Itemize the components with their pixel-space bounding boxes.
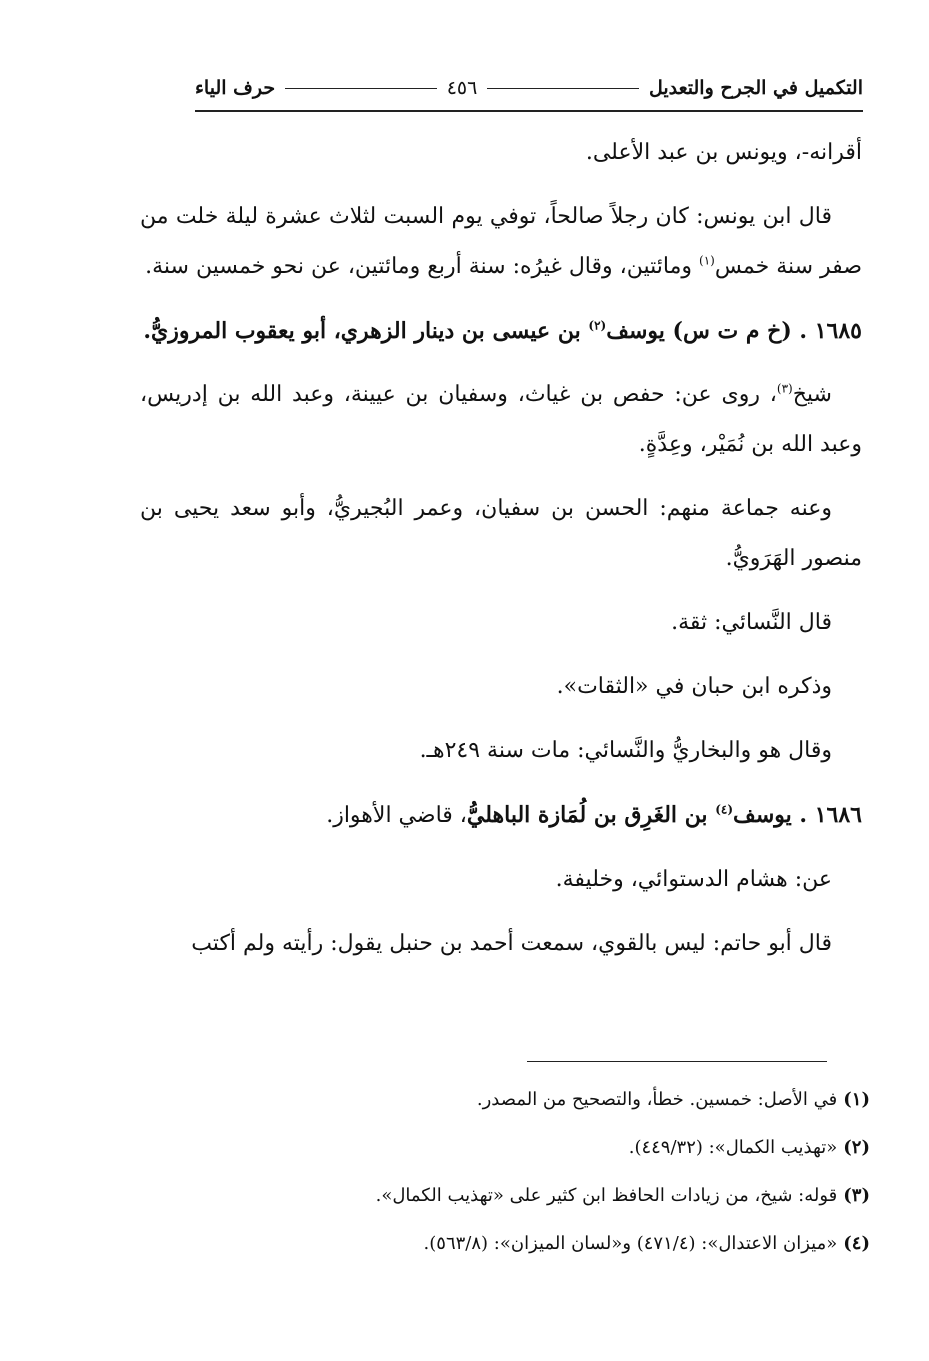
footnote-separator (527, 1061, 827, 1062)
footnotes (300, 1076, 870, 1268)
footnote-number: (٣) (843, 1185, 870, 1206)
paragraph: قال ابن يونس: كان رجلاً صالحاً، توفي يوم السبت لثلاث عشرة ليلة خلت من صفر سنة خمس$^{(١)}$ ومائتين، وقال غيرُه: سنة أربع ومائتين، عن نحو خمسين سنة. (140, 204, 862, 279)
running-header (195, 70, 863, 112)
footnote-marker: (١) (699, 253, 715, 268)
footnote-marker: (٤) (715, 802, 734, 817)
footnote-text: «ميزان الاعتدال»: (٤٧١/٤) و«لسان الميزان»: (٥٦٣/٨). (423, 1233, 838, 1254)
biography-entry-heading (140, 306, 862, 356)
footnote (300, 1076, 870, 1124)
footnote-marker: (٣) (776, 381, 793, 396)
entry-number: ١٦٨٥ . (791, 318, 862, 344)
biography-entry-heading (140, 790, 862, 841)
entry-name: بن عيسى بن دينار الزهري، أبو يعقوب المروزيُّ. (143, 318, 589, 344)
section-title: حرف الياء (195, 77, 276, 99)
page-number: ٤٥٦ (446, 77, 478, 99)
footnote-number: (٢) (843, 1137, 870, 1158)
entry-name: يوسف (733, 802, 792, 828)
entry-number: ١٦٨٦ . (791, 802, 862, 828)
footnote (300, 1124, 870, 1172)
main-text (140, 128, 862, 969)
paragraph: أقرانه-، ويونس بن عبد الأعلى. (585, 140, 862, 165)
footnote-text: قوله: شيخ، من زيادات الحافظ ابن كثير على «تهذيب الكمال». (375, 1185, 838, 1206)
book-title: التكميل في الجرح والتعديل (648, 77, 863, 99)
entry-description: ، قاضي الأهواز. (326, 803, 467, 828)
header-rule (487, 88, 639, 89)
paragraph: وعنه جماعة منهم: الحسن بن سفيان، وعمر البُجيريُّ، وأبو سعد يحيى بن منصور الهَرَويُّ. (140, 496, 862, 571)
footnote (300, 1220, 870, 1268)
header-rule (285, 88, 437, 89)
paragraph: شيخ$^{(٣)}$، روى عن: حفص بن غياث، وسفيان بن عيينة، وعبد الله بن إدريس، وعبد الله بن نُمَيْر، وعِدَّةٍ. (140, 381, 862, 457)
entry-name: بن الغَرِق بن لُمَازة الباهليُّ (466, 802, 716, 828)
entry-name: (خ م ت س) يوسف (606, 318, 792, 344)
footnote-marker: (٢) (588, 318, 607, 333)
footnote-text: في الأصل: خمسين. خطأ، والتصحيح من المصدر. (476, 1089, 838, 1110)
paragraph: وذكره ابن حبان في «الثقات». (556, 674, 832, 699)
footnote-number: (١) (843, 1089, 870, 1110)
footnote-number: (٤) (843, 1233, 870, 1254)
footnote (300, 1172, 870, 1220)
paragraph: عن: هشام الدستوائي، وخليفة. (555, 867, 832, 892)
footnote-text: «تهذيب الكمال»: (٤٤٩/٣٢). (628, 1137, 838, 1158)
paragraph: وقال هو والبخاريُّ والنَّسائي: مات سنة ٢٤٩هـ. (419, 738, 832, 763)
paragraph: قال النَّسائي: ثقة. (671, 610, 832, 635)
paragraph: قال أبو حاتم: ليس بالقوي، سمعت أحمد بن حنبل يقول: رأيته ولم أكتب (191, 931, 832, 956)
